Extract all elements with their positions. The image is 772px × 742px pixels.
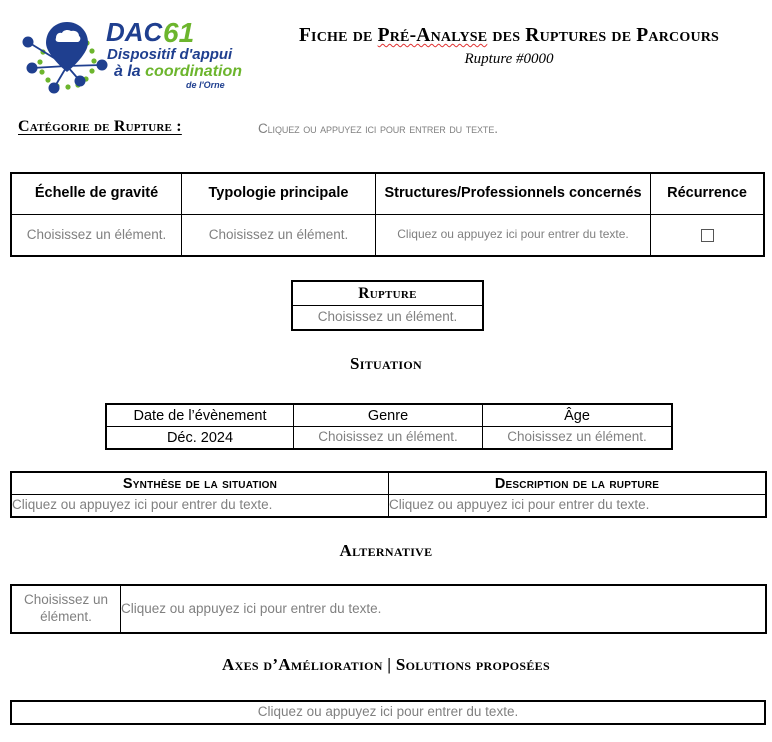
document-header [0,0,772,105]
table-row [11,495,766,518]
header-genre: Genre [294,404,483,427]
header-synthese-situation: Synthèse de la situation [11,472,389,495]
field-rupture[interactable]: Choisissez un élément. [292,306,483,331]
header-echelle-gravite: Échelle de gravité [11,173,182,215]
field-genre[interactable]: Choisissez un élément. [294,427,483,450]
document-title [250,24,768,48]
alternative-table [10,584,767,634]
header-rupture: Rupture [292,281,483,306]
field-description-rupture[interactable]: Cliquez ou appuyez ici pour entrer du texte. [389,495,767,518]
document-title-part3: des Ruptures de Parcours [487,25,720,46]
table-row [11,701,765,724]
heading-alternative: Alternative [339,541,433,560]
table-row [11,173,764,215]
category-label: Catégorie de Rupture : [18,118,182,135]
svg-text:DAC: DAC [106,17,163,47]
heading-situation: Situation [350,354,422,373]
checkbox-icon[interactable] [701,229,714,242]
header-recurrence: Récurrence [651,173,765,215]
dac61-logo [8,8,248,96]
table-row [11,472,766,495]
title-block [250,24,768,68]
header-age: Âge [483,404,673,427]
table-row [292,281,483,306]
table-row [106,427,672,450]
field-recurrence[interactable] [651,215,765,257]
header-date-evenement: Date de l’évènement [106,404,294,427]
field-alternative-text[interactable]: Cliquez ou appuyez ici pour entrer du texte. [121,585,767,633]
table-row [106,404,672,427]
axes-amelioration-table [10,700,766,725]
svg-text:Dispositif d'appui: Dispositif d'appui [107,46,233,63]
field-synthese-situation[interactable]: Cliquez ou appuyez ici pour entrer du texte. [11,495,389,518]
document-subtitle: Rupture #0000 [464,51,554,68]
field-axes-amelioration[interactable]: Cliquez ou appuyez ici pour entrer du texte. [11,701,765,724]
table-row [292,306,483,331]
header-description-rupture: Description de la rupture [389,472,767,495]
document-title-part1: Fiche de [298,25,378,46]
svg-text:de l'Orne: de l'Orne [186,80,225,90]
svg-text:61: 61 [163,17,195,48]
header-typologie-principale: Typologie principale [182,173,376,215]
situation-table [105,403,673,450]
category-row [0,118,772,144]
field-alternative-choice[interactable]: Choisissez un élément. [11,585,121,633]
heading-axes-amelioration: Axes d’Amélioration | Solutions proposées [222,655,550,674]
table-row [11,585,766,633]
main-assessment-table [10,172,765,257]
rupture-table [291,280,484,331]
synthese-description-table [10,471,767,518]
header-structures-professionnels: Structures/Professionnels concernés [376,173,651,215]
field-structures-professionnels[interactable]: Cliquez ou appuyez ici pour entrer du texte. [376,215,651,257]
svg-text:à la coordination: à la coordination [114,63,243,80]
field-echelle-gravite[interactable]: Choisissez un élément. [11,215,182,257]
field-date-evenement[interactable]: Déc. 2024 [106,427,294,450]
category-value-field[interactable]: Cliquez ou appuyez ici pour entrer du texte. [258,121,498,136]
field-age[interactable]: Choisissez un élément. [483,427,673,450]
document-title-misspelled: Pré-Analyse [377,25,488,46]
table-row [11,215,764,257]
field-typologie-principale[interactable]: Choisissez un élément. [182,215,376,257]
